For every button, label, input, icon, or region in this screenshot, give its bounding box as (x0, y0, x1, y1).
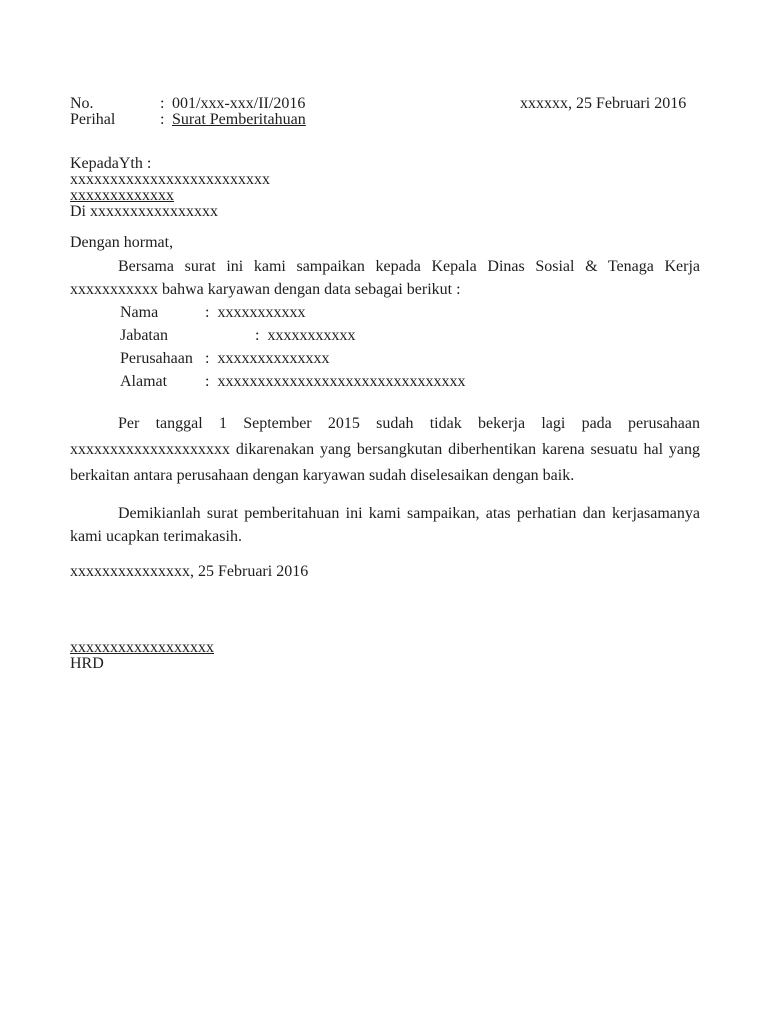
detail-label: Nama (120, 304, 159, 321)
number-colon: : (160, 95, 165, 112)
subject-colon: : (160, 111, 165, 128)
detail-value: xxxxxxxxxxxxxxxxxxxxxxxxxxxxxxx (217, 373, 466, 390)
signature-title: HRD (70, 655, 104, 672)
detail-value: xxxxxxxxxxx (267, 327, 356, 344)
letter-content (70, 96, 700, 672)
detail-label: Perusahaan (120, 350, 193, 367)
letter-subject-row (70, 112, 700, 128)
paragraph-main: Per tanggal 1 September 2015 sudah tidak bekerja lagi pada perusahaan xxxxxxxxxxxxxxxxxxxx dikarenakan yang bersangkutan diberhentikan karena sesuatu hal yang berkaitan antara perusahaan dengan karyawan sudah diselesaikan dengan baik. (70, 415, 700, 484)
detail-row-alamat (120, 370, 700, 393)
detail-colon: : (205, 304, 210, 321)
employee-details (120, 301, 700, 393)
paragraph-closing: Demikianlah surat pemberitahuan ini kami sampaikan, atas perhatian dan kerjasamanya kami ucapkan terimakasih. (70, 505, 700, 545)
detail-label: Jabatan (120, 327, 168, 344)
recipient-block (70, 156, 700, 220)
recipient-company: xxxxxxxxxxxxx (70, 187, 174, 204)
letter-date: xxxxxx, 25 Februari 2016 (520, 95, 687, 112)
closing-place-date: xxxxxxxxxxxxxxx, 25 Februari 2016 (70, 563, 309, 580)
detail-value: xxxxxxxxxxx (217, 304, 306, 321)
paragraph-opening: Bersama surat ini kami sampaikan kepada Kepala Dinas Sosial & Tenaga Kerja xxxxxxxxxxx bahwa karyawan dengan data sebagai berikut : (70, 258, 700, 298)
subject-value: Surat Pemberitahuan (172, 111, 306, 128)
recipient-salutation: KepadaYth : (70, 155, 152, 172)
detail-colon: : (205, 350, 210, 367)
detail-colon: : (255, 327, 260, 344)
greeting: Dengan hormat, (70, 234, 174, 251)
subject-label: Perihal (70, 111, 116, 128)
number-label: No. (70, 95, 94, 112)
detail-row-jabatan (120, 324, 700, 347)
recipient-city: Di xxxxxxxxxxxxxxxx (70, 203, 218, 220)
recipient-name: xxxxxxxxxxxxxxxxxxxxxxxxx (70, 171, 270, 188)
detail-row-nama (120, 301, 700, 324)
detail-colon: : (205, 373, 210, 390)
signature-block (70, 640, 700, 672)
number-value: 001/xxx-xxx/II/2016 (172, 95, 306, 112)
signature-name: xxxxxxxxxxxxxxxxxx (70, 639, 214, 656)
detail-row-perusahaan (120, 347, 700, 370)
detail-label: Alamat (120, 373, 168, 390)
detail-value: xxxxxxxxxxxxxx (217, 350, 330, 367)
letter-header (70, 96, 700, 128)
